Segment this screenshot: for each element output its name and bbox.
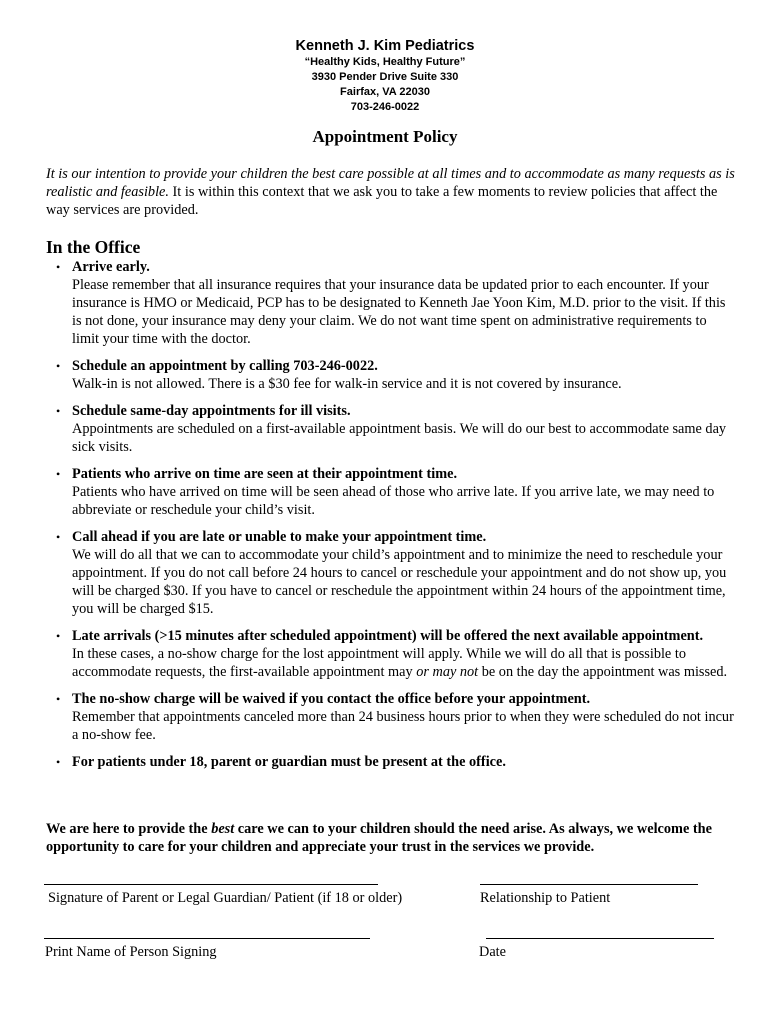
section-title: In the Office: [46, 237, 141, 257]
print-name-label: Print Name of Person Signing: [45, 944, 217, 960]
item-heading: Arrive early.: [72, 259, 150, 275]
bullet-icon: •: [56, 755, 61, 769]
item-heading: Schedule an appointment by calling 703-246-0022.: [72, 358, 378, 374]
item-body: Appointments are scheduled on a first-available appointment basis. We will do our best to accommodate same day sick visits.: [72, 421, 727, 455]
item-heading: Schedule same-day appointments for ill visits.: [72, 403, 351, 419]
slogan: “Healthy Kids, Healthy Future”: [304, 56, 466, 68]
relationship-field[interactable]: [480, 884, 698, 907]
print-name-field[interactable]: [44, 938, 370, 961]
date-field[interactable]: [479, 938, 714, 961]
item-body: [72, 645, 736, 681]
intro-paragraph: [46, 165, 736, 219]
list-item: [46, 465, 736, 519]
intro-normal: It is within this context that we ask you to take a few moments to review policies that affect the way services are provided.: [46, 184, 718, 218]
relationship-label: Relationship to Patient: [480, 890, 611, 906]
practice-name: Kenneth J. Kim Pediatrics: [295, 38, 475, 54]
print-name-line: [44, 938, 370, 939]
signature-label: Signature of Parent or Legal Guardian/ Patient (if 18 or older): [48, 890, 403, 906]
signature-line: [44, 884, 378, 885]
policy-list: [46, 258, 736, 780]
list-item: [46, 357, 736, 393]
phone-number: 703-246-0022: [350, 101, 420, 113]
relationship-line: [480, 884, 698, 885]
item-heading: For patients under 18, parent or guardian must be present at the office.: [72, 754, 506, 770]
list-item: [46, 690, 736, 744]
closing-italic: best: [211, 821, 235, 837]
list-item: [46, 402, 736, 456]
bullet-icon: •: [56, 260, 61, 274]
bullet-icon: •: [56, 629, 61, 643]
address-line-2: Fairfax, VA 22030: [340, 86, 430, 98]
closing-before: We are here to provide the: [46, 821, 212, 837]
address-line-1: 3930 Pender Drive Suite 330: [311, 71, 459, 83]
item-body-after: be on the day the appointment was missed.: [478, 664, 728, 680]
list-item: [46, 528, 736, 618]
item-body: Walk-in is not allowed. There is a $30 fee for walk-in service and it is not covered by insurance.: [72, 376, 622, 392]
item-heading: Patients who arrive on time are seen at their appointment time.: [72, 466, 458, 482]
item-heading: The no-show charge will be waived if you contact the office before your appointment.: [72, 691, 591, 707]
closing-paragraph: [46, 820, 736, 856]
bullet-icon: •: [56, 359, 61, 373]
item-body-italic: or may not: [416, 664, 479, 680]
signature-field[interactable]: [44, 884, 403, 907]
date-line: [486, 938, 714, 939]
intro-italic: It is our intention to provide your children the best care possible at all times and to accommodate as many requests as is realistic and feasible.: [46, 166, 735, 200]
item-heading: Call ahead if you are late or unable to make your appointment time.: [72, 529, 487, 545]
item-heading: Late arrivals (>15 minutes after scheduled appointment) will be offered the next available appointment.: [72, 628, 704, 644]
bullet-icon: •: [56, 467, 61, 481]
bullet-icon: •: [56, 404, 61, 418]
closing-after: care we can to your children should the need arise. As always, we welcome the opportunity to care for your children and appreciate your trust in the services we provide.: [46, 821, 712, 855]
bullet-icon: •: [56, 692, 61, 706]
item-body: Patients who have arrived on time will be seen ahead of those who arrive late. If you arrive late, we may need to abbreviate or reschedule your child’s visit.: [72, 484, 715, 518]
list-item: [46, 627, 736, 681]
date-label: Date: [479, 944, 506, 960]
item-body: Please remember that all insurance requires that your insurance data be updated prior to each encounter. If your insurance is HMO or Medicaid, PCP has to be designated to Kenneth Jae Yoon Kim, M.D. prior to the visit. If this is not done, your insurance may deny your claim. We do not want time spent on administrative requirements to limit your time with the doctor.: [72, 277, 726, 347]
item-body-before: In these cases, a no-show charge for the lost appointment will apply. While we will do all that is possible to accommodate requests, the first-available appointment may: [72, 646, 686, 680]
list-item: [46, 753, 736, 771]
letterhead: [0, 37, 770, 115]
bullet-icon: •: [56, 530, 61, 544]
page-title: Appointment Policy: [312, 127, 458, 146]
item-body: We will do all that we can to accommodate your child’s appointment and to minimize the need to reschedule your appointment. If you do not call before 24 hours to cancel or reschedule your appointment and do not show up, you will be charged $30. If you have to cancel or reschedule the appointment within 24 hours of the appointment time, you will be charged $15.: [72, 547, 727, 617]
item-body: Remember that appointments canceled more than 24 business hours prior to when they were scheduled do not incur a no-show fee.: [72, 709, 734, 743]
list-item: [46, 258, 736, 348]
